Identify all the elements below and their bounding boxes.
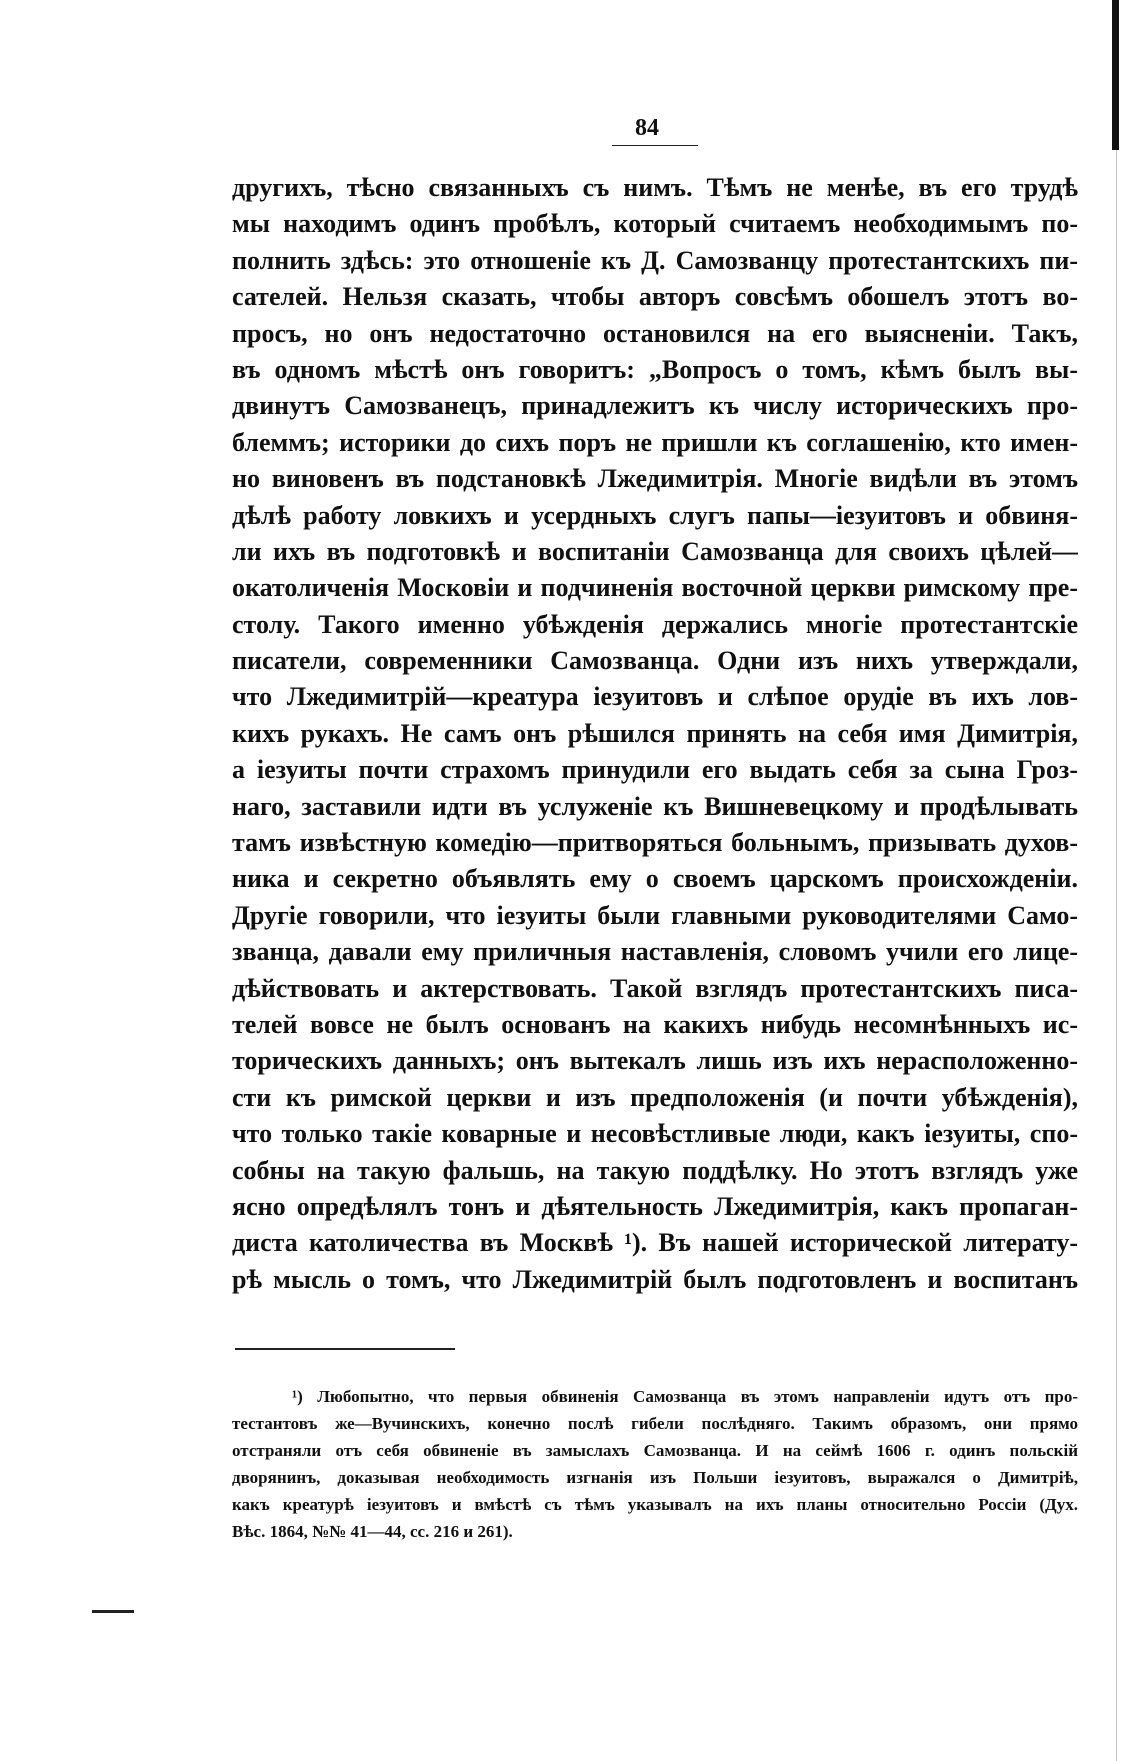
text-line: полнить здѣсь: это отношеніе къ Д. Самозванцу протестантскихъ пи- <box>232 245 1078 275</box>
text-line: ника и секретно объявлять ему о своемъ царскомъ происхожденіи. <box>232 864 1078 894</box>
page-edge-rule <box>1112 0 1119 150</box>
footnote-line: дворянинъ, доказывая необходимость изгнанія изъ Польши іезуитовъ, выражался о Димитріѣ, <box>232 1468 1078 1487</box>
text-line: мы находимъ одинъ пробѣлъ, который считаемъ необходимымъ по- <box>232 209 1078 239</box>
text-line: просъ, но онъ недостаточно остановился на его выясненіи. Такъ, <box>232 318 1078 348</box>
text-line: столу. Такого именно убѣжденія держались многіе протестантскіе <box>232 609 1078 639</box>
footnote-line: какъ креатурѣ іезуитовъ и вмѣстѣ съ тѣмъ указывалъ на ихъ планы относительно Россіи (Дух. <box>232 1495 1078 1514</box>
text-line: званца, давали ему приличныя наставленія, словомъ учили его лице- <box>232 937 1078 967</box>
text-line: а іезуиты почти страхомъ принудили его выдать себя за сына Гроз- <box>232 755 1078 785</box>
footnote-separator <box>235 1348 455 1350</box>
footnote-line: Вѣс. 1864, №№ 41—44, сс. 216 и 261). <box>232 1522 513 1541</box>
footnote-line: ¹) Любопытно, что первыя обвиненія Самозванца въ этомъ направленіи идутъ отъ про- <box>292 1387 1078 1406</box>
main-text <box>232 170 1078 1298</box>
text-line: сателей. Нельзя сказать, чтобы авторъ совсѣмъ обошелъ этотъ во- <box>232 282 1078 312</box>
text-line: что Лжедимитрій—креатура іезуитовъ и слѣпое орудіе въ ихъ лов- <box>232 682 1078 712</box>
text-line: окатоличенія Московіи и подчиненія восточной церкви римскому пре- <box>232 573 1078 603</box>
footnote-line: тестантовъ же—Вучинскихъ, конечно послѣ гибели послѣдняго. Такимъ образомъ, они прямо <box>232 1414 1078 1433</box>
text-line: рѣ мысль о томъ, что Лжедимитрій былъ подготовленъ и воспитанъ <box>232 1264 1078 1294</box>
text-line: диста католичества въ Москвѣ ¹). Въ нашей исторической литерату- <box>232 1228 1078 1258</box>
text-line: что только такіе коварные и несовѣстливые люди, какъ іезуиты, спо- <box>232 1119 1078 1149</box>
footnote-line: отстраняли отъ себя обвиненіе въ замыслахъ Самозванца. И на сеймѣ 1606 г. одинъ польскій <box>232 1441 1078 1460</box>
text-line: писатели, современники Самозванца. Одни изъ нихъ утверждали, <box>232 646 1078 676</box>
text-line: дѣйствовать и актерствовать. Такой взглядъ протестантскихъ писа- <box>232 973 1078 1003</box>
text-line: Другіе говорили, что іезуиты были главными руководителями Само- <box>232 900 1078 930</box>
text-line: ли ихъ въ подготовкѣ и воспитаніи Самозванца для своихъ цѣлей— <box>232 536 1078 566</box>
page-number: 84 <box>635 115 659 141</box>
text-line: телей вовсе не былъ основанъ на какихъ нибудь несомнѣнныхъ ис- <box>232 1009 1078 1039</box>
text-line: кихъ рукахъ. Не самъ онъ рѣшился принять на себя имя Димитрія, <box>232 718 1078 748</box>
text-line: дѣлѣ работу ловкихъ и усердныхъ слугъ папы—іезуитовъ и обвиня- <box>232 500 1078 530</box>
text-line: въ одномъ мѣстѣ онъ говоритъ: „Вопросъ о томъ, кѣмъ былъ вы- <box>232 354 1078 384</box>
text-line: ясно опредѣлялъ тонъ и дѣятельность Лжедимитрія, какъ пропаган- <box>232 1191 1078 1221</box>
text-line: торическихъ данныхъ; онъ вытекалъ лишь изъ ихъ нерасположенно- <box>232 1046 1078 1076</box>
text-line: двинутъ Самозванецъ, принадлежитъ къ числу историческихъ про- <box>232 391 1078 421</box>
text-line: наго, заставили идти въ услуженіе къ Вишневецкому и продѣлывать <box>232 791 1078 821</box>
margin-mark <box>92 1610 134 1613</box>
text-line: но виновенъ въ подстановкѣ Лжедимитрія. Многіе видѣли въ этомъ <box>232 464 1078 494</box>
text-line: сти къ римской церкви и изъ предположенія (и почти убѣжденія), <box>232 1082 1078 1112</box>
text-line: блеммъ; историки до сихъ поръ не пришли къ соглашенію, кто имен- <box>232 427 1078 457</box>
page-number-underline <box>612 145 698 146</box>
page-edge-shadow <box>1116 150 1117 1761</box>
text-line: другихъ, тѣсно связанныхъ съ нимъ. Тѣмъ не менѣе, въ его трудѣ <box>232 173 1078 202</box>
text-line: тамъ извѣстную комедію—притворяться больнымъ, призывать духов- <box>232 828 1078 858</box>
text-line: собны на такую фальшь, на такую поддѣлку. Но этотъ взглядъ уже <box>232 1155 1078 1185</box>
footnote <box>232 1383 1078 1545</box>
